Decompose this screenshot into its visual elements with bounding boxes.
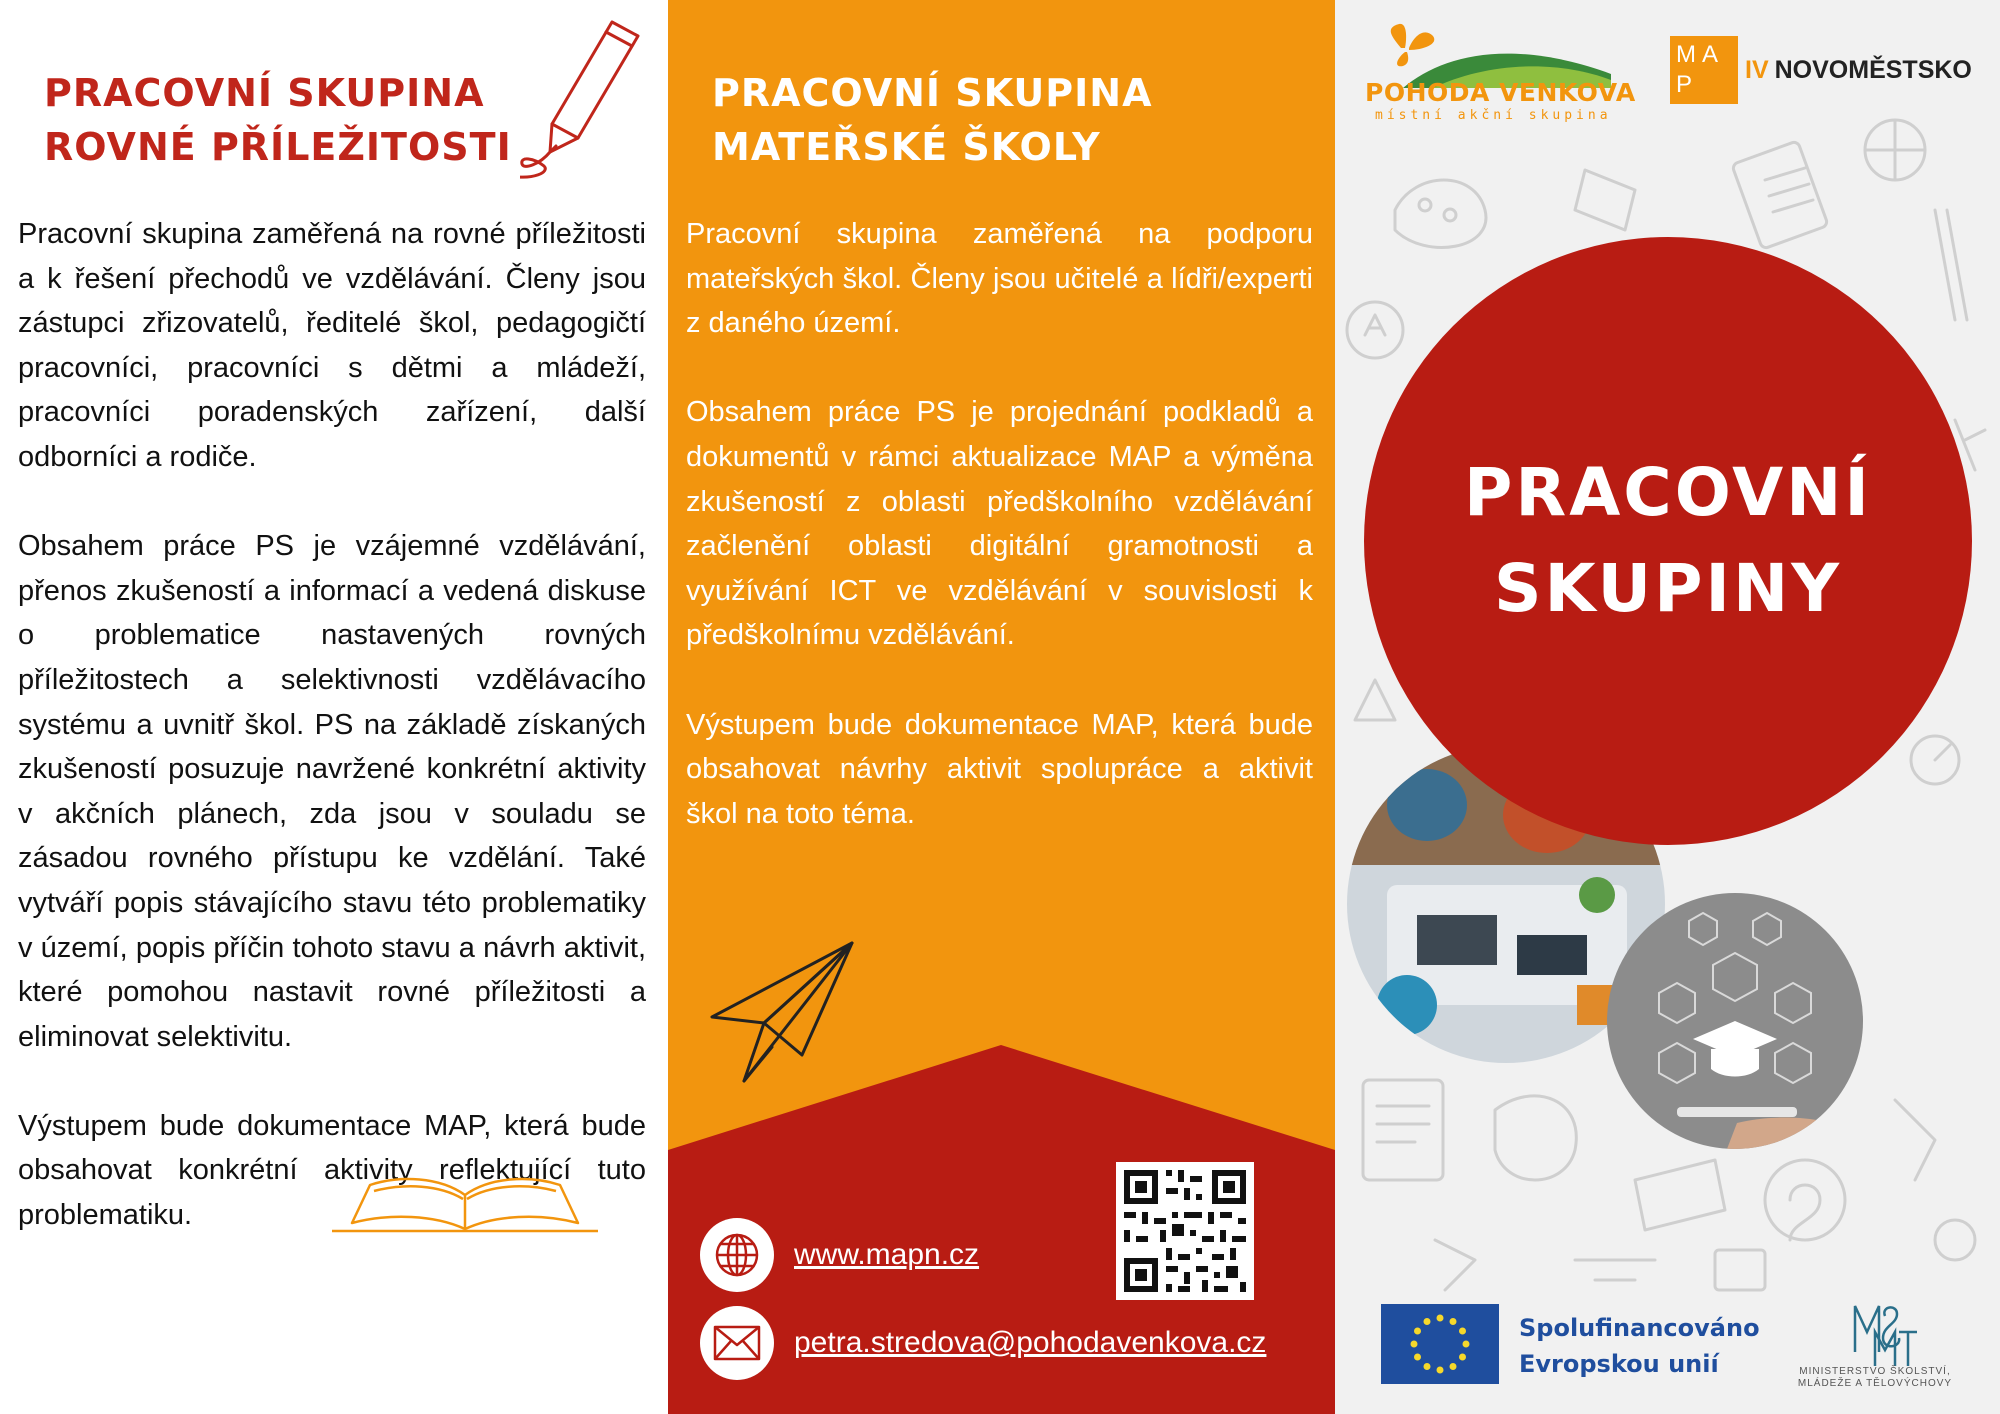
title-line-2: SKUPINY: [1493, 550, 1843, 627]
education-tech-photo: [1607, 893, 1863, 1149]
panel-materske-skoly: [668, 0, 1335, 1414]
paragraph: Obsahem práce PS je vzájemné vzdělávání, přenos zkušeností a informací a vedená diskuse o problematice nastavených rovných příležitostech a selektivnosti vzdělávacího systému a uvnitř škol. PS na základě získaných zkušeností posuzuje navržené konkrétní aktivity v akčních plánech, zda jsou v souladu se zásadou rovného přístupu ke vzdělání. Také vytváří popis stávajícího stavu této problematiky v území, popis příčin tohoto stavu a návrh aktivit, které pomohou nastavit rovné příležitosti a eliminovat selektivitu.: [18, 530, 646, 1053]
paper-plane-icon: [708, 935, 858, 1095]
paragraph: Výstupem bude dokumentace MAP, která bude obsahovat návrhy aktivit spolupráce a aktivit škol na toto téma.: [686, 708, 1313, 830]
pohoda-venkova-subtitle: místní akční skupina: [1375, 108, 1612, 123]
eu-line-2: Evropskou unií: [1519, 1350, 1719, 1378]
title-line-1: PRACOVNÍ: [1464, 454, 1872, 531]
pencil-icon: [520, 14, 646, 184]
map-logo: [1670, 36, 1738, 104]
heading-line-2: MATEŘSKÉ ŠKOLY: [712, 125, 1101, 169]
envelope-icon: [700, 1306, 774, 1380]
iv-label: IV: [1745, 56, 1769, 84]
panel-rovne-prilezitosti: [0, 0, 668, 1414]
paragraph: Pracovní skupina zaměřená na podporu mateřských škol. Členy jsou učitelé a lídři/experti z daného území.: [686, 218, 1313, 340]
pohoda-venkova-name: POHODA VENKOVA: [1365, 78, 1636, 107]
page-title: [1464, 445, 1872, 637]
globe-icon: [700, 1218, 774, 1292]
novomestsko-logo-text: [1745, 56, 1972, 85]
heading-line-1: PRACOVNÍ SKUPINA: [712, 71, 1153, 115]
body-text-middle: [686, 212, 1313, 836]
paragraph: Obsahem práce PS je projednání podkladů a dokumentů v rámci aktualizace MAP a výměna zkušeností z oblasti předškolního vzdělávání začlenění oblasti digitální gramotnosti a využívání ICT ve vzdělávání v souvislosti k předškolnímu vzdělávání.: [686, 396, 1313, 652]
eu-flag-icon: [1381, 1304, 1499, 1384]
open-book-icon: [330, 1165, 600, 1235]
body-text-left: [18, 212, 646, 1238]
qr-code[interactable]: [1116, 1162, 1254, 1300]
heading-line-1: PRACOVNÍ SKUPINA: [44, 71, 485, 115]
email-link[interactable]: petra.stredova@pohodavenkova.cz: [794, 1326, 1267, 1359]
heading-line-2: ROVNÉ PŘÍLEŽITOSTI: [44, 125, 512, 169]
website-row[interactable]: [700, 1218, 979, 1292]
paragraph: Výstupem bude dokumentace MAP, která bude obsahovat konkrétní aktivity reflektující tuto problematiku.: [18, 1109, 646, 1232]
heading-materske-skoly: [712, 66, 1272, 174]
paragraph: Pracovní skupina zaměřená na rovné příležitosti a k řešení přechodů ve vzdělávání. Členy jsou zástupci zřizovatelů, ředitelé škol, pedagogičtí pracovníci, pracovníci s dětmi a mládeží, pracovníci poradenských zařízení, další odborníci a rodiče.: [18, 218, 646, 473]
eu-line-1: Spolufinancováno: [1519, 1314, 1760, 1342]
title-circle: [1364, 237, 1972, 845]
msmt-subtitle: MINISTERSTVO ŠKOLSTVÍ, MLÁDEŽE A TĚLOVÝCHOVY: [1797, 1366, 1953, 1389]
map-logo-letters: MAP: [1676, 41, 1724, 98]
heading-rovne-prilezitosti: [44, 66, 544, 174]
email-row[interactable]: [700, 1306, 1266, 1380]
novomestsko-label: NOVOMĚSTSKO: [1774, 56, 1972, 84]
website-link[interactable]: www.mapn.cz: [794, 1238, 980, 1271]
panel-cover: [1335, 0, 2000, 1414]
eu-cofunding-text: [1519, 1310, 1760, 1382]
